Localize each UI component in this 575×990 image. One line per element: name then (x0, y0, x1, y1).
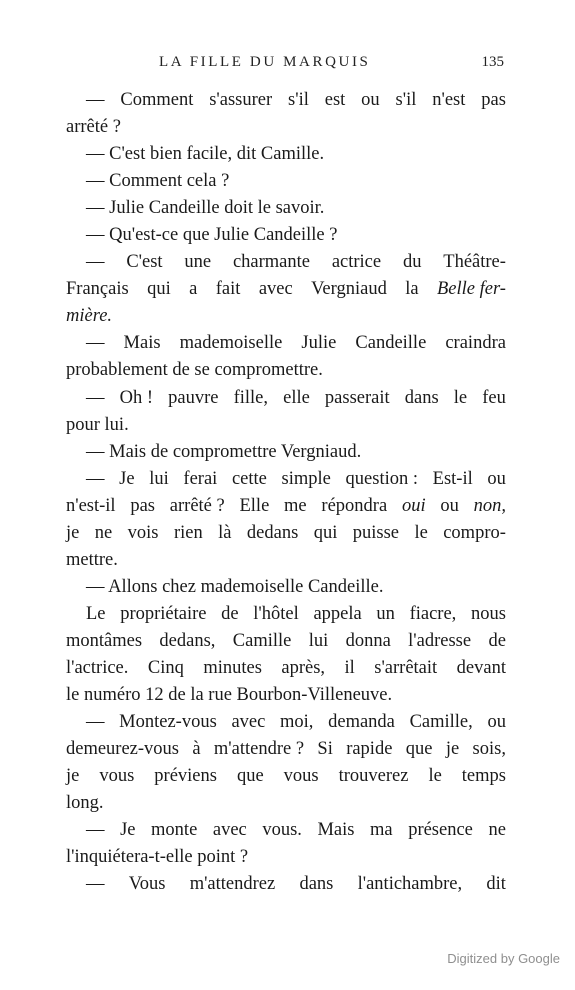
text-line: le numéro 12 de la rue Bourbon-Villeneuve. (66, 685, 393, 706)
text-line: je ne vois rien là dedans qui puisse le compro- (66, 522, 506, 543)
text-line: Français qui a fait avec Vergniaud la Belle fer- (66, 279, 506, 300)
text-line: — Comment s'assurer s'il est ou s'il n'est pas (86, 90, 506, 110)
text-line: l'actrice. Cinq minutes après, il s'arrêtait devant (66, 657, 506, 678)
text-line: long. (66, 793, 104, 814)
text-line: — Je lui ferai cette simple question : Est-il ou (86, 468, 506, 489)
running-title: LA FILLE DU MARQUIS (159, 54, 371, 70)
text-line: — Julie Candeille doit le savoir. (86, 198, 325, 219)
text-line: — Comment cela ? (86, 171, 230, 192)
page-header (66, 54, 506, 76)
text-line: — Montez-vous avec moi, demanda Camille, ou (86, 712, 506, 733)
text-line: — Je monte avec vous. Mais ma présence ne (86, 820, 506, 841)
text-line: — Vous m'attendrez dans l'antichambre, dit (86, 874, 506, 895)
text-line: — Oh ! pauvre fille, elle passerait dans le feu (86, 387, 506, 408)
text-line: — Qu'est-ce que Julie Candeille ? (86, 225, 338, 246)
text-line: — C'est bien facile, dit Camille. (86, 144, 325, 165)
text-line: mettre. (66, 549, 118, 570)
text-line: pour lui. (66, 414, 129, 435)
text-line: montâmes dedans, Camille lui donna l'adresse de (66, 630, 506, 651)
text-line: — Allons chez mademoiselle Candeille. (86, 576, 384, 597)
text-line: — C'est une charmante actrice du Théâtre- (86, 252, 506, 273)
body-text (66, 87, 506, 898)
text-line: je vous préviens que vous trouverez le temps (66, 766, 506, 787)
page-number: 135 (481, 54, 504, 70)
text-line: Le propriétaire de l'hôtel appela un fiacre, nous (86, 603, 506, 624)
text-line: mière. (66, 306, 113, 327)
digitized-watermark: Digitized by Google (447, 951, 560, 966)
text-line: demeurez-vous à m'attendre ? Si rapide que je sois, (66, 739, 506, 760)
text-line: — Mais mademoiselle Julie Candeille craindra (86, 333, 506, 354)
text-line: n'est-il pas arrêté ? Elle me répondra oui ou non, (66, 495, 506, 516)
text-line: l'inquiétera-t-elle point ? (66, 847, 249, 868)
text-line: — Mais de compromettre Vergniaud. (86, 441, 362, 462)
text-line: probablement de se compromettre. (66, 360, 323, 381)
text-line: arrêté ? (66, 117, 121, 138)
